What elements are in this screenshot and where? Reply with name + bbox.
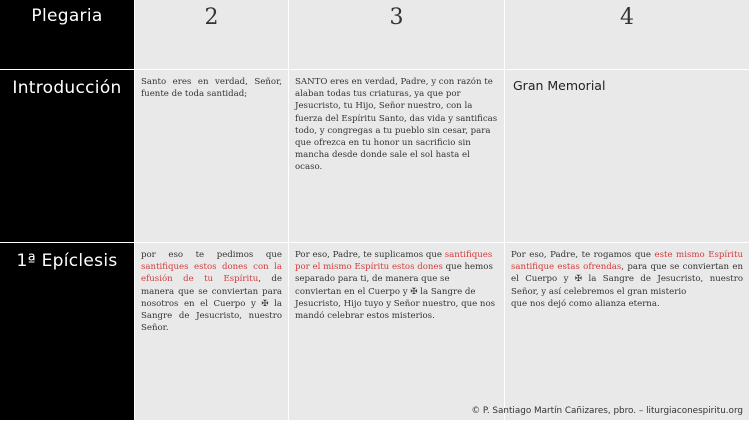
epiclesis-col-3 [289, 243, 505, 421]
copyright-notice: © P. Santiago Martín Cañizares, pbro. – liturgiaconespiritu.org [471, 406, 743, 416]
header-plegaria [0, 0, 135, 70]
epiclesis-col-4-text-a: Por eso, Padre, te rogamos que [511, 250, 655, 260]
epiclesis-col-2 [135, 243, 289, 421]
header-col-3: 3 [289, 0, 505, 70]
header-plegaria-label: Plegaria [31, 6, 103, 26]
row-head-introduccion [0, 70, 135, 243]
epiclesis-col-2-highlight: santifiques estos dones con la efusión de tu Espíritu [141, 262, 282, 285]
epiclesis-col-4-highlight: este mismo Espíritu santifique estas ofrendas [511, 250, 743, 273]
epiclesis-col-3-text-a: Por eso, Padre, te suplicamos que [295, 250, 445, 260]
epiclesis-col-4-text-b: , para que se conviertan en el Cuerpo y ✠ la Sangre de Jesucristo, nuestro Señor, y así celebremos el gran misterio [511, 262, 743, 297]
row-head-epiclesis [0, 243, 135, 421]
epiclesis-col-4-text-c: que nos dejó como alianza eterna. [511, 298, 660, 309]
intro-col-3: SANTO eres en verdad, Padre, y con razón te alaban todas tus criaturas, ya que por Jesucristo, tu Hijo, Señor nuestro, con la fuerza del Espíritu Santo, das vida y santificas todo, y congregas a tu pueblo sin cesar, para que ofrezca en tu honor un sacrificio sin mancha desde donde sale el sol hasta el ocaso. [289, 70, 505, 243]
intro-col-4: Gran Memorial [505, 70, 750, 243]
row-head-introduccion-label: Introducción [12, 78, 122, 98]
epiclesis-col-4 [505, 243, 750, 421]
epiclesis-col-2-text-b: , de manera que se conviertan para nosotros en el Cuerpo y ✠ la Sangre de Jesucristo, nuestro Señor. [141, 274, 282, 334]
epiclesis-col-3-text-b: que hemos separado para ti, de manera que se conviertan en el Cuerpo y ✠ la Sangre de Jesucristo, Hijo tuyo y Señor nuestro, que nos mandó celebrar estos misterios. [295, 262, 496, 322]
header-col-4: 4 [505, 0, 750, 70]
row-head-epiclesis-label: 1ª Epíclesis [16, 251, 118, 271]
header-col-2: 2 [135, 0, 289, 70]
intro-col-2: Santo eres en verdad, Señor, fuente de toda santidad; [135, 70, 289, 243]
epiclesis-col-2-text-a: por eso te pedimos que [141, 250, 282, 260]
epiclesis-col-3-highlight: santifiques por el mismo Espíritu estos dones [295, 250, 493, 273]
